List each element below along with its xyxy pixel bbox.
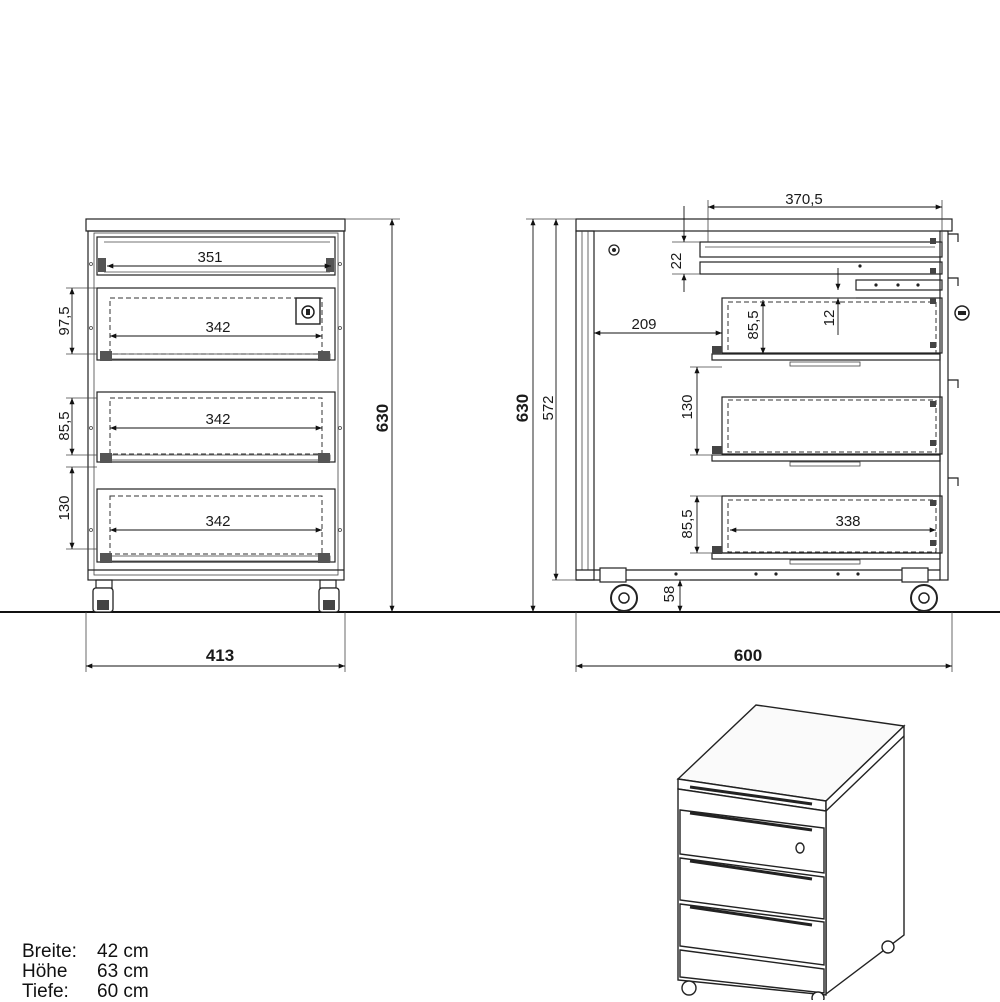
front-drawer-1-height-label: 97,5 xyxy=(56,306,73,336)
caster-side-back xyxy=(600,568,637,611)
legend-row-depth xyxy=(22,982,149,1002)
side-view xyxy=(513,191,969,672)
side-height-label: 630 xyxy=(513,393,532,423)
dimensions-legend xyxy=(22,942,149,1002)
legend-row-width xyxy=(22,942,149,962)
side-drawer-3-width-label: 338 xyxy=(835,513,861,530)
front-drawer-3-width-label: 342 xyxy=(205,513,231,530)
front-drawer-3-height-label: 130 xyxy=(56,495,73,521)
side-gap-label: 12 xyxy=(821,309,838,327)
legend-width-value: 42 cm xyxy=(97,941,149,962)
legend-row-height xyxy=(22,962,149,982)
side-inner-height-label: 572 xyxy=(540,395,557,421)
side-top-tray-height-label: 22 xyxy=(668,252,685,270)
side-depth-label: 600 xyxy=(733,646,763,665)
front-top-tray-width-label: 351 xyxy=(197,249,223,266)
legend-width-label: Breite: xyxy=(22,941,77,962)
caster-side-front xyxy=(902,568,937,611)
side-drawer-3-height-label: 85,5 xyxy=(679,509,696,539)
front-drawer-2-height-label: 85,5 xyxy=(56,411,73,441)
side-top-length-label: 370,5 xyxy=(785,191,823,208)
legend-depth-label: Tiefe: xyxy=(22,981,69,1002)
side-caster-height-label: 58 xyxy=(661,585,678,603)
perspective-illustration xyxy=(678,705,904,1000)
side-drawer-1-height-label: 85,5 xyxy=(745,310,762,340)
front-drawer-1-width-label: 342 xyxy=(205,319,231,336)
legend-depth-value: 60 cm xyxy=(97,981,149,1002)
front-height-label: 630 xyxy=(373,403,392,433)
side-drawer-2 xyxy=(712,397,942,466)
side-top-tray xyxy=(700,242,942,290)
front-width-label: 413 xyxy=(205,646,235,665)
side-offset-label: 209 xyxy=(631,316,657,333)
legend-height-label: Höhe xyxy=(22,961,68,982)
side-drawer-2-height-label: 130 xyxy=(679,394,696,420)
front-drawer-2-width-label: 342 xyxy=(205,411,231,428)
front-view xyxy=(56,219,400,672)
legend-height-value: 63 cm xyxy=(97,961,149,982)
